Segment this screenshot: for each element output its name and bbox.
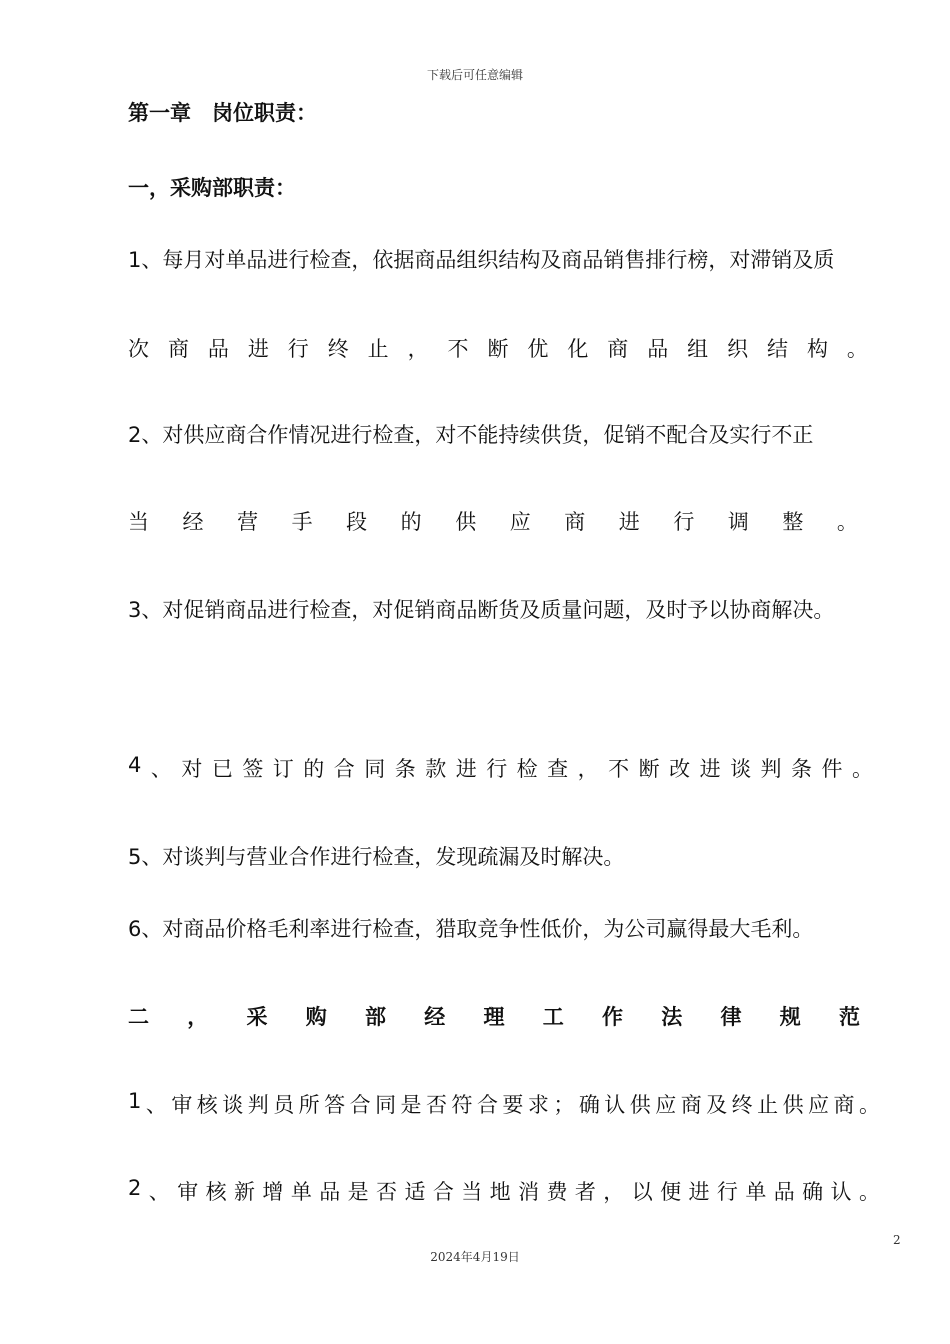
- section1-item3: 3、对促销商品进行检查，对促销商品断货及质量问题，及时予以协商解决。: [128, 598, 835, 622]
- glyph: 所: [298, 1093, 320, 1117]
- glyph: 商: [564, 510, 586, 534]
- glyph: 符: [451, 1093, 473, 1117]
- glyph: 织: [727, 337, 749, 361]
- glyph: 适: [404, 1180, 426, 1204]
- glyph: 、: [145, 1093, 167, 1117]
- glyph: 行: [287, 337, 309, 361]
- page-footer-date: 2024年4月19日: [430, 1250, 520, 1264]
- glyph: 确: [578, 1093, 600, 1117]
- glyph: 构: [806, 337, 828, 361]
- glyph: 范: [839, 1005, 860, 1029]
- glyph: 作: [602, 1005, 623, 1029]
- section2-item2: [128, 1176, 880, 1206]
- glyph: 及: [706, 1093, 728, 1117]
- glyph: 终: [327, 337, 349, 361]
- glyph: 费: [546, 1180, 568, 1204]
- glyph: 的: [303, 757, 325, 781]
- glyph: 消: [518, 1180, 540, 1204]
- glyph: 结: [767, 337, 788, 361]
- glyph: 审: [171, 1093, 193, 1117]
- glyph: 二: [128, 1005, 149, 1029]
- glyph: 当: [461, 1180, 483, 1204]
- glyph: 不: [608, 757, 630, 781]
- glyph: 供: [455, 510, 477, 534]
- glyph: 条: [394, 757, 416, 781]
- glyph: ，: [407, 337, 429, 361]
- glyph: 否: [426, 1093, 447, 1117]
- glyph: 手: [291, 510, 313, 534]
- glyph: 商: [833, 1093, 855, 1117]
- glyph: 合: [349, 1093, 371, 1117]
- glyph: 。: [852, 757, 873, 781]
- section1-item6: 6、对商品价格毛利率进行检查，猎取竞争性低价，为公司赢得最大毛利。: [128, 917, 814, 941]
- glyph: 进: [618, 510, 640, 534]
- glyph: 行: [486, 757, 508, 781]
- glyph: 规: [779, 1005, 801, 1029]
- glyph: 应: [808, 1093, 830, 1117]
- glyph: 、: [150, 757, 172, 781]
- section1-item2-line1: 2、对供应商合作情况进行检查，对不能持续供货，促销不配合及实行不正: [128, 423, 814, 447]
- glyph: 谈: [222, 1093, 244, 1117]
- glyph: 检: [516, 757, 538, 781]
- glyph: 整: [782, 510, 804, 534]
- glyph: 调: [727, 510, 749, 534]
- glyph: 终: [731, 1093, 753, 1117]
- glyph: 经: [182, 510, 204, 534]
- glyph: 行: [716, 1180, 738, 1204]
- glyph: 商: [680, 1093, 702, 1117]
- glyph: 是: [400, 1093, 422, 1117]
- glyph: 改: [669, 757, 691, 781]
- glyph: ，: [603, 1180, 625, 1204]
- glyph: 认: [604, 1093, 626, 1117]
- glyph: 供: [782, 1093, 804, 1117]
- glyph: 谈: [730, 757, 752, 781]
- section1-title: 一，采购部职责：: [128, 176, 296, 200]
- glyph: 款: [425, 757, 447, 781]
- glyph: 同: [364, 757, 386, 781]
- section1-item4: [128, 753, 873, 783]
- glyph: 2: [128, 1176, 142, 1200]
- glyph: 1: [128, 1089, 142, 1113]
- glyph: 判: [247, 1093, 269, 1117]
- glyph: 单: [745, 1180, 767, 1204]
- glyph: 是: [347, 1180, 369, 1204]
- glyph: 判: [760, 757, 782, 781]
- glyph: 便: [660, 1180, 682, 1204]
- glyph: 合: [333, 757, 355, 781]
- section1-item1-line2: [128, 333, 868, 363]
- glyph: 营: [237, 510, 259, 534]
- glyph: 否: [376, 1180, 398, 1204]
- glyph: 部: [365, 1005, 386, 1029]
- glyph: 断: [487, 337, 509, 361]
- glyph: 以: [631, 1180, 653, 1204]
- glyph: 4: [128, 753, 142, 777]
- glyph: 签: [242, 757, 264, 781]
- glyph: 。: [858, 1180, 880, 1204]
- glyph: 者: [574, 1180, 596, 1204]
- glyph: 。: [836, 510, 858, 534]
- glyph: 进: [688, 1180, 710, 1204]
- glyph: 员: [273, 1093, 295, 1117]
- glyph: 止: [367, 337, 389, 361]
- glyph: 工: [542, 1005, 564, 1029]
- glyph: 供: [629, 1093, 651, 1117]
- glyph: 不: [447, 337, 469, 361]
- glyph: 核: [196, 1093, 218, 1117]
- glyph: 经: [424, 1005, 446, 1029]
- glyph: 购: [305, 1005, 327, 1029]
- glyph: 采: [246, 1005, 268, 1029]
- glyph: 次: [128, 337, 149, 361]
- page-number: 2: [893, 1233, 901, 1247]
- glyph: 对: [181, 757, 203, 781]
- glyph: 订: [272, 757, 294, 781]
- glyph: 应: [655, 1093, 677, 1117]
- glyph: 止: [757, 1093, 779, 1117]
- glyph: 。: [846, 337, 868, 361]
- page-header: 下载后可任意编辑: [426, 68, 523, 82]
- section1-item1-line1: 1、每月对单品进行检查，依据商品组织结构及商品销售排行榜，对滞销及质: [128, 248, 835, 272]
- glyph: 同: [375, 1093, 397, 1117]
- glyph: 断: [638, 757, 660, 781]
- glyph: 理: [483, 1005, 505, 1029]
- glyph: ，: [187, 1005, 209, 1029]
- glyph: 认: [830, 1180, 852, 1204]
- glyph: 品: [319, 1180, 341, 1204]
- glyph: 要: [502, 1093, 524, 1117]
- glyph: ，: [577, 757, 599, 781]
- glyph: 律: [720, 1005, 742, 1029]
- glyph: 品: [773, 1180, 795, 1204]
- glyph: 地: [489, 1180, 511, 1204]
- glyph: 进: [247, 337, 269, 361]
- glyph: ；: [553, 1093, 575, 1117]
- glyph: 。: [858, 1093, 880, 1117]
- glyph: 单: [290, 1180, 312, 1204]
- glyph: 化: [567, 337, 589, 361]
- glyph: 的: [400, 510, 422, 534]
- glyph: 当: [128, 510, 149, 534]
- glyph: 应: [509, 510, 531, 534]
- glyph: 行: [673, 510, 695, 534]
- glyph: 件: [821, 757, 843, 781]
- glyph: 优: [527, 337, 549, 361]
- glyph: 合: [476, 1093, 498, 1117]
- glyph: 商: [607, 337, 629, 361]
- glyph: 增: [262, 1180, 284, 1204]
- glyph: 求: [527, 1093, 549, 1117]
- glyph: 查: [547, 757, 569, 781]
- glyph: 合: [432, 1180, 454, 1204]
- glyph: 品: [207, 337, 229, 361]
- glyph: 进: [455, 757, 477, 781]
- chapter-title: 第一章 岗位职责：: [128, 101, 317, 125]
- glyph: 条: [791, 757, 813, 781]
- section1-item5: 5、对谈判与营业合作进行检查，发现疏漏及时解决。: [128, 845, 625, 869]
- section2-title: [128, 1001, 860, 1031]
- glyph: 确: [802, 1180, 824, 1204]
- glyph: 段: [346, 510, 368, 534]
- glyph: 、: [148, 1180, 170, 1204]
- glyph: 法: [661, 1005, 683, 1029]
- glyph: 答: [324, 1093, 346, 1117]
- glyph: 品: [647, 337, 669, 361]
- glyph: 组: [687, 337, 709, 361]
- glyph: 核: [205, 1180, 227, 1204]
- glyph: 进: [699, 757, 721, 781]
- glyph: 商: [167, 337, 189, 361]
- section2-item1: [128, 1089, 880, 1119]
- section1-item2-line2: [128, 506, 858, 536]
- glyph: 审: [177, 1180, 199, 1204]
- glyph: 新: [234, 1180, 255, 1204]
- glyph: 已: [211, 757, 233, 781]
